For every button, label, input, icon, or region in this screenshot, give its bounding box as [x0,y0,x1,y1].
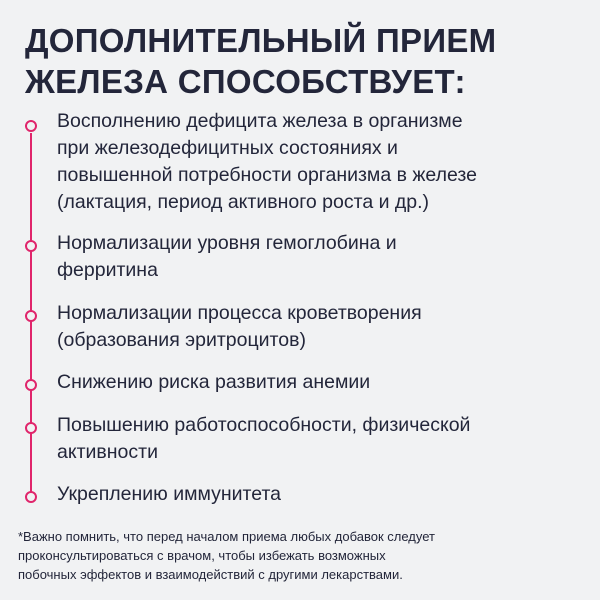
list-item-line: Повышению работоспособности, физической [57,414,471,436]
list-item-line: активности [57,441,158,463]
footnote-line: проконсультироваться с врачом, чтобы избежать возможных [18,548,386,563]
list-item-line: (лактация, период активного роста и др.) [57,191,430,213]
list-item-line: Снижению риска развития анемии [57,371,371,393]
list-item-line: Укреплению иммунитета [57,483,282,505]
list-item-line: повышенной потребности организма в железе [57,164,477,186]
list-item-line: при железодефицитных состояниях и [57,137,398,159]
bullet-circle-icon [25,120,37,132]
list-item-line: Нормализации уровня гемоглобина и [57,232,397,254]
footnote-line: побочных эффектов и взаимодействий с другими лекарствами. [18,567,403,582]
list-item-4 [57,369,587,396]
footnote-line: *Важно помнить, что перед началом приема любых добавок следует [18,529,435,544]
bullet-circle-icon [25,240,37,252]
disclaimer-footnote [18,527,590,584]
bullet-circle-icon [25,310,37,322]
list-item-6 [57,481,587,508]
bullet-circle-icon [25,491,37,503]
list-item-5 [57,412,587,466]
list-item-line: Нормализации процесса кроветворения [57,302,422,324]
list-item-1 [57,108,587,216]
list-item-line: ферритина [57,259,158,281]
list-item-line: (образования эритроцитов) [57,329,306,351]
list-item-3 [57,300,587,354]
list-item-2 [57,230,587,284]
title-line-2: ЖЕЛЕЗА СПОСОБСТВУЕТ: [25,63,466,100]
bullet-circle-icon [25,422,37,434]
list-item-line: Восполнению дефицита железа в организме [57,110,463,132]
title-line-1: ДОПОЛНИТЕЛЬНЫЙ ПРИЕМ [25,22,497,59]
bullet-circle-icon [25,379,37,391]
